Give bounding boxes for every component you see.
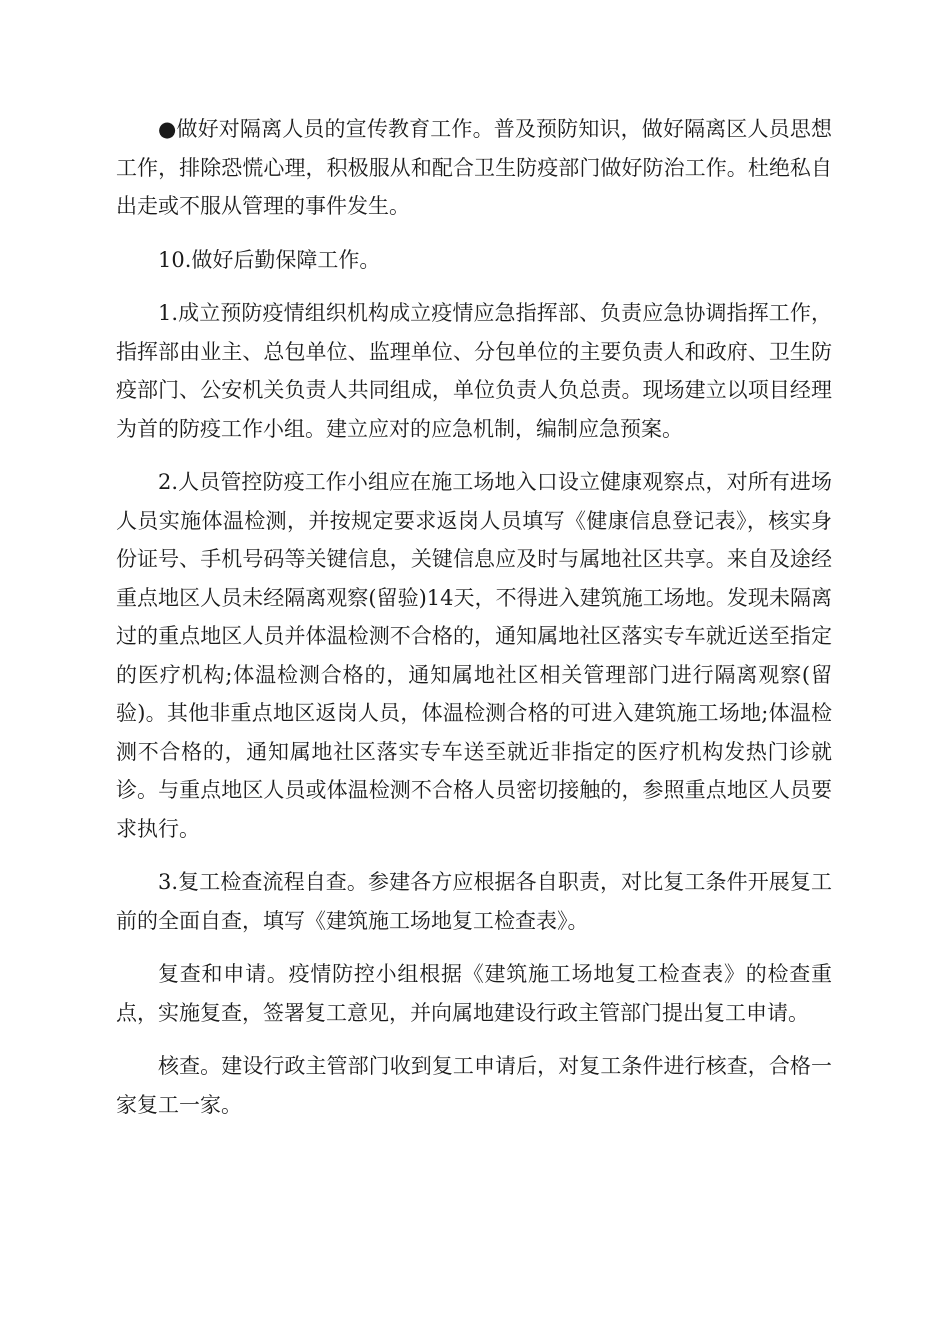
paragraph-personnel-control: 2.人员管控防疫工作小组应在施工场地入口设立健康观察点，对所有进场人员实施体温检测，并按规定要求返岗人员填写《健康信息登记表》，核实身份证号、手机号码等关键信息，关键信息应及时与属地社区共享。来自及途经重点地区人员未经隔离观察(留验)14天，不得进入建筑施工场地。发现未隔离过的重点地区人员并体温检测不合格的，通知属地社区落实专车就近送至指定的医疗机构;体温检测合格的，通知属地社区相关管理部门进行隔离观察(留验)。其他非重点地区返岗人员，体温检测合格的可进入建筑施工场地;体温检测不合格的，通知属地社区落实专车送至就近非指定的医疗机构发热门诊就诊。与重点地区人员或体温检测不合格人员密切接触的，参照重点地区人员要求执行。 bbox=[116, 470, 832, 841]
paragraph-logistics-heading: 10.做好后勤保障工作。 bbox=[158, 247, 381, 272]
paragraph-isolation-education: ●做好对隔离人员的宣传教育工作。普及预防知识，做好隔离区人员思想工作，排除恐慌心理，积极服从和配合卫生防疫部门做好防治工作。杜绝私自出走或不服从管理的事件发生。 bbox=[116, 117, 832, 218]
paragraph-organization: 1.成立预防疫情组织机构成立疫情应急指挥部、负责应急协调指挥工作，指挥部由业主、总包单位、监理单位、分包单位的主要负责人和政府、卫生防疫部门、公安机关负责人共同组成，单位负责人负总责。现场建立以项目经理为首的防疫工作小组。建立应对的应急机制，编制应急预案。 bbox=[116, 301, 832, 441]
paragraph-verification: 核查。建设行政主管部门收到复工申请后，对复工条件进行核查，合格一家复工一家。 bbox=[116, 1054, 832, 1117]
paragraph-self-inspection: 3.复工检查流程自查。参建各方应根据各自职责，对比复工条件开展复工前的全面自查，填写《建筑施工场地复工检查表》。 bbox=[116, 870, 832, 933]
paragraph-review-application: 复查和申请。疫情防控小组根据《建筑施工场地复工检查表》的检查重点，实施复查，签署复工意见，并向属地建设行政主管部门提出复工申请。 bbox=[116, 962, 832, 1025]
document-body bbox=[116, 110, 832, 1139]
